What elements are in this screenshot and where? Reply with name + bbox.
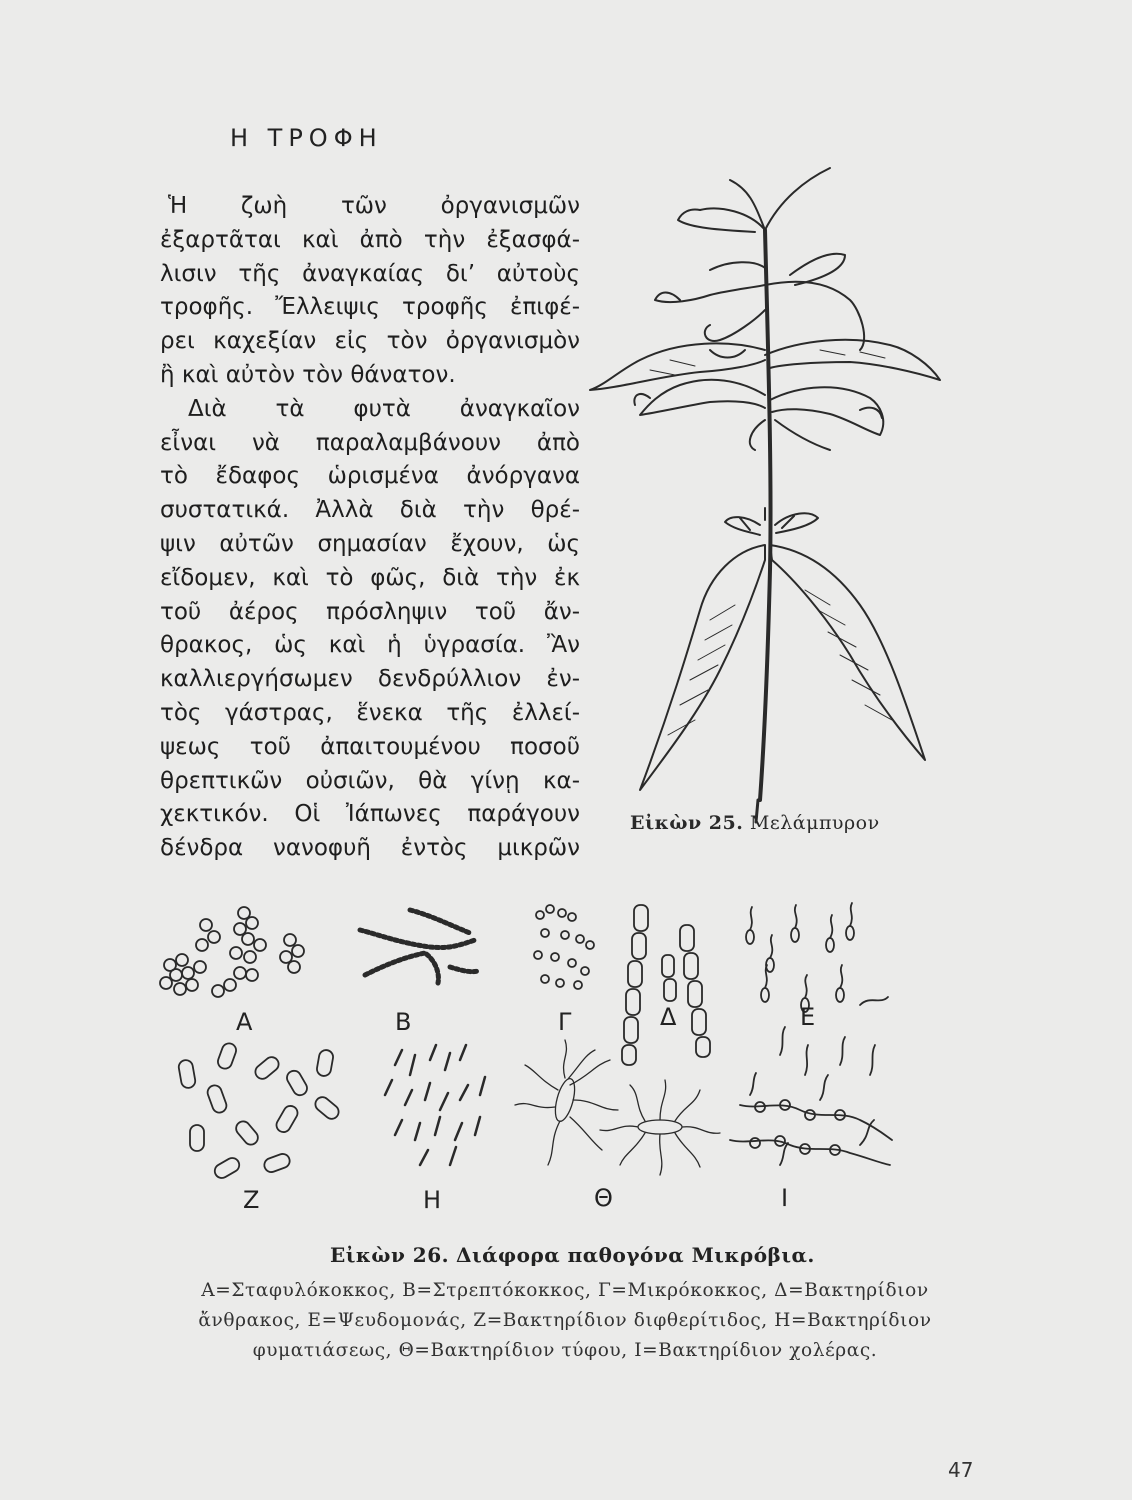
- cholera-vibrio-drawing: [730, 1027, 892, 1165]
- panel-label-G: Γ: [558, 1008, 572, 1036]
- chapter-heading: Η ΤΡΟΦΗ: [230, 124, 383, 152]
- panel-label-H: Η: [423, 1186, 442, 1214]
- panel-label-Th: Θ: [594, 1184, 613, 1212]
- text-line: τὸ ἔδαφος ὡρισμένα ἀνόργανα: [160, 463, 580, 490]
- text-line: θρακος, ὡς καὶ ἡ ὑγρασία. Ἂν: [160, 632, 580, 659]
- typhoid-bacillus-drawing: [515, 1040, 720, 1175]
- panel-label-Z: Ζ: [243, 1186, 260, 1214]
- text-line: ρει καχεξίαν εἰς τὸν ὀργανισμὸν: [160, 328, 580, 355]
- text-line: ἢ καὶ αὐτὸν τὸν θάνατον.: [160, 361, 456, 388]
- panel-label-A: Α: [236, 1008, 253, 1036]
- panel-label-D: Δ: [660, 1003, 677, 1031]
- text-line: Ἡ ζωὴ τῶν ὀργανισμῶν: [168, 193, 580, 219]
- text-line: συστατικά. Ἀλλὰ διὰ τὴν θρέ-: [160, 497, 580, 524]
- text-line: τὸς γάστρας, ἕνεκα τῆς ἐλλεί-: [160, 699, 580, 726]
- figure-25-label: Εἰκὼν 25.: [630, 812, 744, 834]
- text-line: δένδρα νανοφυῆ ἐντὸς μικρῶν: [160, 835, 580, 862]
- melampyrum-plant-illustration: [560, 150, 950, 830]
- figure-26-caption: [330, 1243, 815, 1267]
- anthrax-bacillus-drawing: [622, 905, 710, 1065]
- text-line: ψεως τοῦ ἀπαιτουμένου ποσοῦ: [160, 733, 580, 760]
- streptococcus-drawing: [360, 910, 478, 983]
- micrococcus-drawing: [534, 905, 594, 989]
- text-line: εἶναι νὰ παραλαμβάνουν ἀπὸ: [160, 429, 580, 456]
- staphylococcus-drawing: [160, 907, 304, 997]
- pathogenic-microbes-illustration: [140, 895, 900, 1225]
- panel-label-I: Ι: [781, 1184, 789, 1212]
- text-line: ψιν αὐτῶν σημασίαν ἔχουν, ὡς: [160, 530, 580, 557]
- legend-line: Α=Σταφυλόκοκκος, Β=Στρεπτόκοκκος, Γ=Μικρόκοκκος, Δ=Βακτηρίδιον: [201, 1280, 929, 1301]
- text-line: καλλιεργήσωμεν δενδρύλλιον ἐν-: [160, 666, 580, 693]
- figure-26-label: Εἰκὼν 26.: [330, 1243, 450, 1267]
- panel-label-B: Β: [395, 1008, 412, 1036]
- legend-line: φυματιάσεως, Θ=Βακτηρίδιον τύφου, Ι=Βακτηρίδιον χολέρας.: [252, 1340, 878, 1361]
- text-line: Διὰ τὰ φυτὰ ἀναγκαῖον: [188, 395, 580, 422]
- text-line: θρεπτικῶν οὐσιῶν, θὰ γίνῃ κα-: [160, 767, 580, 794]
- body-text: [160, 190, 580, 866]
- diphtheria-bacillus-drawing: [178, 1041, 342, 1180]
- figure-26-title: Διάφορα παθογόνα Μικρόβια.: [455, 1243, 815, 1267]
- text-line: ἐξαρτᾶται καὶ ἀπὸ τὴν ἐξασφά-: [160, 226, 580, 253]
- text-line: τοῦ ἀέρος πρόσληψιν τοῦ ἄν-: [160, 598, 580, 625]
- text-line: χεκτικόν. Οἱ Ἰάπωνες παράγουν: [160, 801, 580, 828]
- text-line: εἴδομεν, καὶ τὸ φῶς, διὰ τὴν ἐκ: [160, 564, 580, 591]
- figure-25-name: Μελάμπυρον: [749, 812, 880, 834]
- text-line: λισιν τῆς ἀναγκαίας δι’ αὐτοὺς: [160, 260, 580, 287]
- pseudomonas-drawing: [746, 903, 888, 1012]
- panel-label-E: Ε: [800, 1003, 816, 1031]
- page-number: 47: [948, 1458, 974, 1482]
- tuberculosis-bacillus-drawing: [385, 1045, 485, 1165]
- figure-26-legend: [150, 1276, 980, 1366]
- figure-25-caption: [630, 812, 880, 834]
- legend-line: ἄνθρακος, Ε=Ψευδομονάς, Ζ=Βακτηρίδιον διφθερίτιδος, Η=Βακτηρίδιον: [198, 1310, 932, 1331]
- text-line: τροφῆς. Ἔλλειψις τροφῆς ἐπιφέ-: [160, 294, 580, 321]
